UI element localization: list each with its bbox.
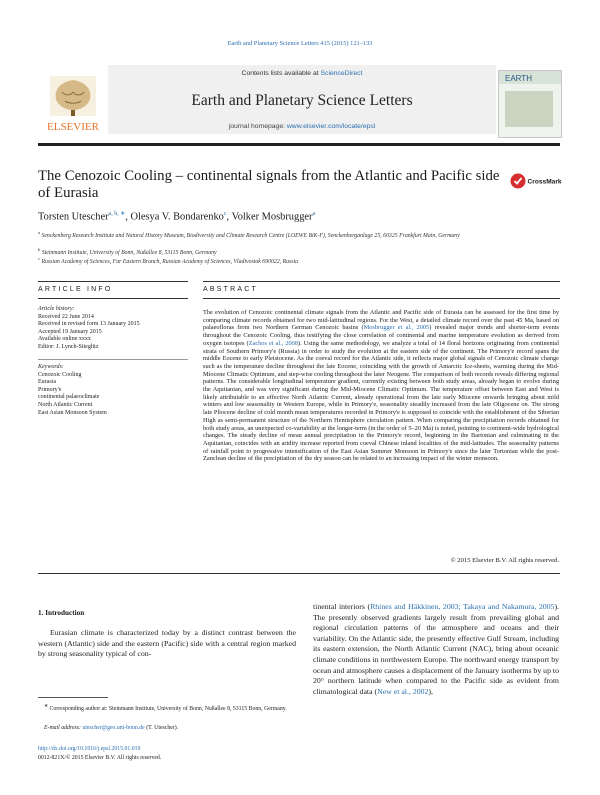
elsevier-logo <box>38 72 108 134</box>
history-label: Article history: <box>38 306 75 312</box>
author-name[interactable]: Torsten Utescher <box>38 211 109 223</box>
email-note: E-mail address: utescher@geo.uni-bonn.de (T. Utescher). <box>44 725 179 731</box>
keyword: North Atlantic Current <box>38 401 93 408</box>
section-heading-introduction: 1. Introduction <box>38 609 85 617</box>
keyword: Primory'e <box>38 386 62 393</box>
history-item: Received 22 June 2014 <box>38 313 94 320</box>
journal-citation[interactable]: Earth and Planetary Science Letters 415 (2015) 121–133 <box>227 40 373 47</box>
introduction-paragraph-right: tinental interiors (Rhines and Häkkinen, 2003; Takaya and Nakamura, 2005). The presently observed gradients largely result from prevailing global and regional circulation patterns of the atmosphere and oceans and their variability. On the Atlantic side, the presently effective Gulf Stream, including its eastern extension, the North Atlantic Current (NAC), bring about oceanic climate conditions in northwestern Europe. The northward energy transport by ocean and atmosphere causes a displacement of the January isotherms by up to 20° northern latitude when compared to the Pacific side as evident from climatological data (New et al., 2002), <box>313 602 559 696</box>
reference-link[interactable]: Mosbrugger et al., 2005 <box>363 324 430 332</box>
journal-cover-thumbnail[interactable] <box>498 70 562 138</box>
contents-available-line <box>108 70 496 77</box>
keyword: Cenozoic Cooling <box>38 371 82 378</box>
journal-title: Earth and Planetary Science Letters <box>191 92 413 109</box>
issn-line: 0012-821X/© 2015 Elsevier B.V. All rights reserved. <box>38 755 162 761</box>
author-list: Torsten Utescher$^{a, b, ∗}$, Olesya V. Bondarenko$^c$, Volker Mosbrugger$^a$ <box>38 211 316 223</box>
journal-homepage-link[interactable]: www.elsevier.com/locate/epsl <box>286 123 376 130</box>
history-item: Received in revised form 13 January 2015 <box>38 321 140 328</box>
keywords-label: Keywords: <box>38 364 64 370</box>
article-info-rule-bottom <box>38 298 188 299</box>
cover-title: EARTH <box>505 74 532 83</box>
contents-prefix: Contents lists available at <box>241 70 319 77</box>
reference-link[interactable]: New et al., 2002 <box>377 686 429 696</box>
author-affiliation-marks[interactable]: a <box>312 211 316 217</box>
journal-homepage-line <box>108 123 496 130</box>
footnote-rule <box>38 697 108 698</box>
author-name[interactable]: Olesya V. Bondarenko <box>130 211 224 223</box>
header-rule <box>38 143 560 146</box>
doi-line <box>38 746 296 753</box>
introduction-paragraph-left: Eurasian climate is characterized today by a distinct contrast between the western (Atlantic) side and the eastern (Pacific) side with a central region marked by strong seasonality typical of con- <box>38 628 296 659</box>
affiliation-b: $^b$ Steinmann Institute, University of Bonn, Nußallee 8, 53115 Bonn, Germany <box>38 247 217 256</box>
abstract-copyright: © 2015 Elsevier B.V. All rights reserved. <box>450 557 559 564</box>
article-history <box>38 306 188 352</box>
crossmark-label: CrossMark <box>527 178 562 186</box>
author-name[interactable]: Volker Mosbrugger <box>231 211 313 223</box>
keyword: East Asian Monsoon System <box>38 409 107 416</box>
article-info-rule-top <box>38 281 188 282</box>
email-link[interactable]: utescher@geo.uni-bonn.de <box>82 725 145 731</box>
article-title: The Cenozoic Cooling – continental signals from the Atlantic and Pacific side of Eurasia <box>38 168 500 201</box>
homepage-prefix: journal homepage: <box>228 123 285 130</box>
history-item: Accepted 19 January 2015 <box>38 328 102 335</box>
history-item: Available online xxxx <box>38 336 91 343</box>
author-affiliation-marks[interactable]: a, b, ∗ <box>108 211 126 217</box>
affiliation-c: $^c$ Russian Academy of Sciences, Far Eastern Branch, Russian Academy of Sciences, Vladivostok 690022, Russia <box>38 256 299 265</box>
reference-link[interactable]: Rhines and Häkkinen, 2003; Takaya and Nakamura, 2005 <box>370 602 555 611</box>
sciencedirect-link[interactable]: ScienceDirect <box>320 70 363 77</box>
article-info-heading: ARTICLE INFO <box>38 286 113 293</box>
affiliation-a: $^a$ Senckenberg Research Institute and Natural History Museum, Biodiversity and Climate Research Centre (LOEWE BiK-F), Senckenberganlage 25, 60325 Frankfurt Main, Germany <box>38 230 460 239</box>
keyword: continental palaeoclimate <box>38 394 100 401</box>
doi-link[interactable]: http://dx.doi.org/10.1016/j.epsl.2015.01.019 <box>38 746 141 752</box>
abstract-text: The evolution of Cenozoic continental climate signals from the Atlantic and Pacific side of Eurasia can be assessed for the first time by comparing climate records obtained for two mid-latitudinal regions. For the West, a detailed climate record over the past 45 Ma, based on palaeofloras from two Northern German Cenozoic basins (Mosbrugger et al., 2005) revealed major trends and shorter-term events throughout the Cenozoic Cooling, thus testifying the close correlation of continental and marine temperature evolution as derived from oxygen isotopes (Zachos et al., 2008). Using the same methodology, we analyze a total of 14 floral horizons originating from continental strata of Southern Primory'e (Russia) in order to study the evolution at the eastern side of the continent. The Primory'e record spans the middle Eocene to early Pleistocene. As the coeval record for the Atlantic side, it reflects major global signals of Cenozoic climate change such as the temperature decline throughout the late Eocene, coinciding with the growth of Antarctic Ice-sheets, warming during the Mid-Miocene Climatic Optimum, and step-wise cooling throughout the later Neogene. The comparison of both records reveals differing regional patterns. The considerable longitudinal temperature gradient, currently existing between both study areas, already began to evolve during the Aquitanian, and was very significant during the Mid-Miocene Climatic Optimum. The temperature offset between East and West is likely attributable to an effective North Atlantic Current, already operational from the late early Miocene onwards bringing about mild winters and low seasonality in Western Europe, while in Primory'e, seasonality steadily increased from the late Oligocene on. The strong late Pliocene decline of cold month mean temperatures recorded in Primory'e is supposed to coincide with the establishment of the Siberian High as semi-permanent structure of the Northern Hemisphere circulation pattern. When comparing the precipitation records obtained for both study areas, an unexpected co-variability at the longer-term (in the order of 5–20 Ma) is noted, pointing to continent-wide hydrological changes. The steady decline of mean annual precipitation in the Primory'e record, beginning in the Bartonian and culminating in the Aquitanian, coincides with an aridity increase reported from coeval Chinese inland localities of the mid-latitudes. The seasonality patterns of rainfall point to progressive intensification of the East Asian Summer Monsoon in Primory'e since the later Tortonian while the post-Zanclean decline of the precipitation of the dry season can be related to an increasing impact of the winter monsoon. <box>203 309 559 463</box>
corresponding-author-note: ∗ Corresponding author at: Steinmann Institute, University of Bonn, Nußallee 8, 53115 Bonn, Germany. <box>44 704 287 712</box>
history-item: Editor: J. Lynch-Stieglitz <box>38 343 99 350</box>
abstract-rule-bottom <box>203 298 560 299</box>
keyword: Eurasia <box>38 379 56 386</box>
reference-link[interactable]: Zachos et al., 2008 <box>248 339 299 347</box>
abstract-heading: ABSTRACT <box>203 286 258 293</box>
abstract-rule-top <box>203 281 560 282</box>
crossmark-badge[interactable] <box>510 172 562 190</box>
publisher-name: ELSEVIER <box>47 121 99 133</box>
author-affiliation-marks[interactable]: c <box>223 211 227 217</box>
keywords <box>38 364 188 417</box>
abstract-end-rule <box>38 573 560 574</box>
keywords-divider <box>38 359 188 360</box>
